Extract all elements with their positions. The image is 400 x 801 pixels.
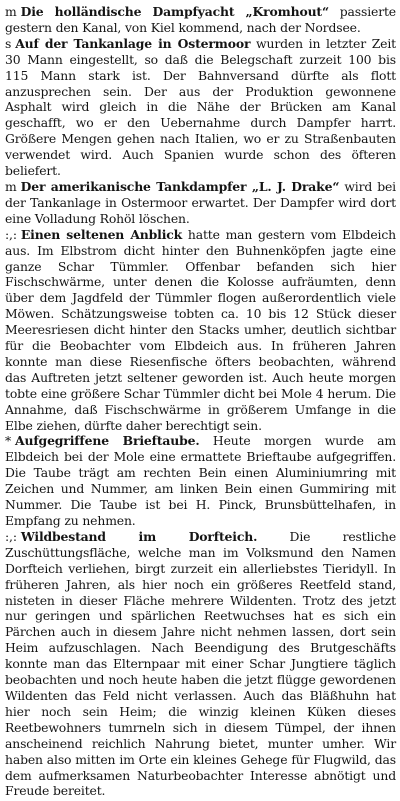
item-marker: *	[5, 433, 12, 449]
item-heading: Die holländische Dampfyacht „Kromhout“	[20, 4, 329, 19]
item-marker: m	[5, 178, 17, 194]
item-text: passierte gestern den Kanal, von Kiel kommend, nach der Nordsee.	[5, 4, 396, 35]
item-text: Heute morgen wurde am Elbdeich bei der Mole eine ermattete Brieftaube aufgegriffen. Die Taube trägt am rechten Bein einen Aluminiumring mit Zeichen und Nummer, am linken Bein einen Gummiring mit Nummer. Die Taube ist bei H. Pinck, Brunsbüttelhafen, in Empfang zu nehmen.	[5, 433, 396, 528]
news-item-brieftaube	[5, 433, 396, 528]
news-item-tankanlage	[5, 36, 396, 179]
item-text: Die restliche Zuschüttungsfläche, welche man im Volksmund den Namen Dorfteich verliehen, birgt zurzeit ein allerliebstes Tieridyll. In früheren Jahren, als hier noch ein größeres Reetfeld stand, nisteten in dieser Fläche mehrere Wildenten. Trotz des jetzt nur geringen und spärlichen Reetwuchses hat es sich ein Pärchen auch in diesem Jahre nicht nehmen lassen, dort sein Heim aufzuschlagen. Nach Beendigung des Brutgeschäfts konnte man das Elternpaar mit einer Schar Jungtiere täglich beobachten und noch heute haben die jetzt flügge gewordenen Wildenten das Feld nicht verlassen. Auch das Bläßhuhn hat hier noch sein Heim; die winzig kleinen Küken dieses Reetbewohners tumrneln sich in diesem Tümpel, der ihnen anscheinend reichlich Nahrung bietet, munter umher. Wir haben also mitten im Orte ein kleines Gehege für Flugwild, das dem aufmerksamen Naturbeobachter Interesse abnötigt und Freude bereitet.	[5, 528, 396, 799]
item-marker: s	[5, 35, 12, 51]
news-item-dorfteich	[5, 529, 396, 799]
item-text: hatte man gestern vom Elbdeich aus. Im Elbstrom dicht hinter den Buhnenköpfen jagte eine ganze Schar Tümmler. Offenbar befanden sich hier Fischschwärme, unter denen die Kolosse aufräumten, denn über dem Jagdfeld der Tümmler flogen außerordentlich viele Möwen. Schätzungsweise tobten ca. 10 bis 12 Stück dieser Meeresriesen dicht hinter den Stacks umher, deutlich sichtbar für die Beobachter vom Elbdeich aus. In früheren Jahren konnte man diese Riesenfische öfters beobachten, während das Auftreten jetzt seltener geworden ist. Auch heute morgen tobte eine größere Schar Tümmler dicht bei Mole 4 herum. Die Annahme, daß Fischschwärme in größerem Umfange in die Elbe ziehen, dürfte daher berechtigt sein.	[5, 226, 396, 433]
item-heading: Einen seltenen Anblick	[20, 226, 183, 242]
item-heading: Der amerikanische Tankdampfer „L. J. Drake“	[20, 178, 340, 194]
item-heading: Wildbestand im Dorfteich.	[20, 528, 258, 544]
item-text: wurden in letzter Zeit 30 Mann eingestellt, so daß die Belegschaft zurzeit 100 bis 115 Mann stark ist. Der Bahnversand dürfte als flott anzusprechen sein. Der aus der Produktion gewonnene Asphalt wird gleich in die Nähe der Brücken am Kanal geschafft, wo er den Uebernahme durch Dampfer harrt. Größere Mengen gehen nach Italien, wo er zu Straßenbauten verwendet wird. Auch Spanien wurde schon des öfteren beliefert.	[5, 35, 396, 179]
news-item-tuemmler	[5, 227, 396, 434]
item-heading: Auf der Tankanlage in Ostermoor	[15, 35, 251, 51]
item-marker: :,:	[5, 226, 17, 242]
item-marker: m	[5, 4, 17, 19]
news-item-dampfyacht	[5, 4, 396, 36]
item-text: wird bei der Tankanlage in Ostermoor erwartet. Der Dampfer wird dort eine Volladung Rohöl löschen.	[5, 178, 396, 226]
news-item-tankdampfer	[5, 179, 396, 227]
item-heading: Aufgegriffene Brieftaube.	[15, 433, 200, 449]
item-marker: :,:	[5, 528, 17, 544]
